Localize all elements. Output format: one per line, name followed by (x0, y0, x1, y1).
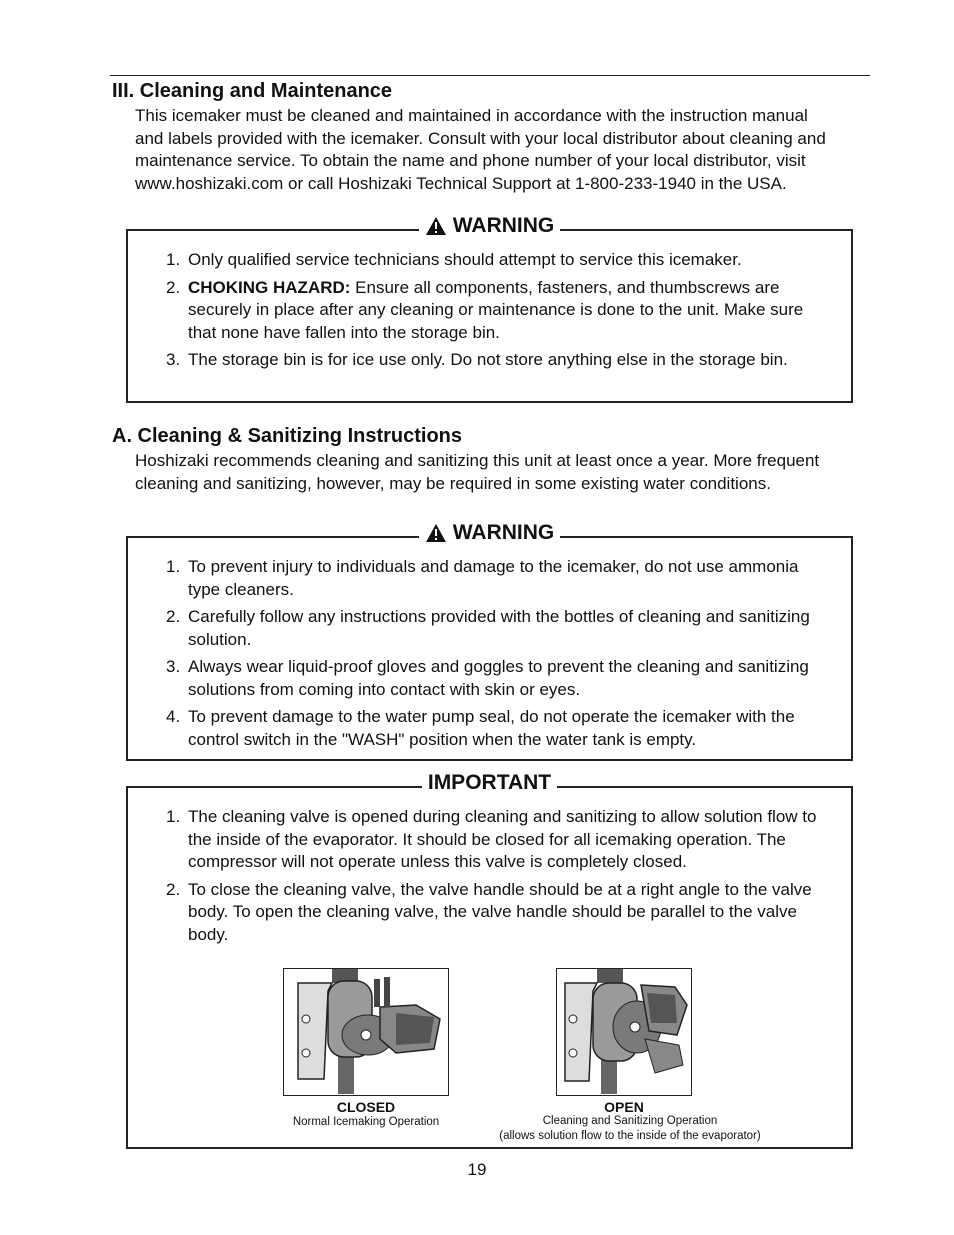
list-item: 2. To close the cleaning valve, the valve handle should be at a right angle to the valve body. To open the cleaning valve, the valve handle should be parallel to the valve body. (166, 879, 812, 944)
open-label: OPEN (604, 1099, 644, 1115)
page-number: 19 (467, 1160, 487, 1179)
section-intro-paragraph: This icemaker must be cleaned and maintained in accordance with the instruction manual and labels provided with the icemaker. Consult with your local distributor about cleaning and maintenance service. To obtain the name and phone number of your local distributor, visit www.hoshizaki.com or call Hoshizaki Technical Support at 1-800-233-1940 in the USA. (135, 106, 826, 193)
section-a-paragraph: Hoshizaki recommends cleaning and sanitizing this unit at least once a year. More frequent cleaning and sanitizing, however, may be required in some existing water conditions. (135, 451, 820, 493)
warning-box-2 (126, 521, 853, 761)
section-title-cleaning-sanitizing: A. Cleaning & Sanitizing Instructions (112, 425, 463, 447)
warning-heading-1: WARNING (419, 214, 561, 238)
warning-heading-2: WARNING (419, 521, 561, 545)
important-list (166, 806, 821, 951)
closed-label: CLOSED (336, 1099, 396, 1115)
list-item: 2. CHOKING HAZARD: Ensure all components, fasteners, and thumbscrews are securely in place after any cleaning or maintenance is done to the unit. Make sure that none have fallen into the storage bin. (166, 277, 804, 342)
choking-hazard-label: CHOKING HAZARD: (188, 277, 351, 297)
list-item: 1. The cleaning valve is opened during cleaning and sanitizing to allow solution flow to the inside of the evaporator. It should be closed for all icemaking operation. The compressor will not operate unless this valve is completely closed. (166, 807, 817, 871)
list-item: 1. To prevent injury to individuals and damage to the icemaker, do not use ammonia type cleaners. (166, 557, 799, 599)
important-heading: IMPORTANT (422, 771, 557, 795)
list-item: 4. To prevent damage to the water pump seal, do not operate the icemaker with the control switch in the "WASH" position when the water tank is empty. (166, 707, 795, 749)
list-item: 3. The storage bin is for ice use only. Do not store anything else in the storage bin. (166, 350, 788, 369)
important-box (126, 771, 853, 1149)
open-caption: Cleaning and Sanitizing Operation (542, 1115, 718, 1127)
warning-list-2 (166, 556, 821, 756)
open-caption-detail: (allows solution flow to the inside of the evaporator) (499, 1130, 761, 1142)
closed-caption: Normal Icemaking Operation (292, 1116, 440, 1128)
warning-triangle-icon (425, 216, 447, 236)
list-item: 3. Always wear liquid-proof gloves and goggles to prevent the cleaning and sanitizing solutions from coming into contact with skin or eyes. (166, 657, 809, 699)
header-rule (110, 75, 870, 76)
warning-box-1 (126, 214, 853, 403)
valve-closed-figure (283, 968, 449, 1096)
section-title-cleaning-maintenance: III. Cleaning and Maintenance (112, 80, 393, 102)
list-item: 2. Carefully follow any instructions provided with the bottles of cleaning and sanitizing solution. (166, 607, 810, 649)
valve-open-figure (556, 968, 692, 1096)
list-item: 1. Only qualified service technicians should attempt to service this icemaker. (166, 250, 742, 269)
warning-list-1 (166, 249, 821, 377)
warning-triangle-icon (425, 523, 447, 543)
